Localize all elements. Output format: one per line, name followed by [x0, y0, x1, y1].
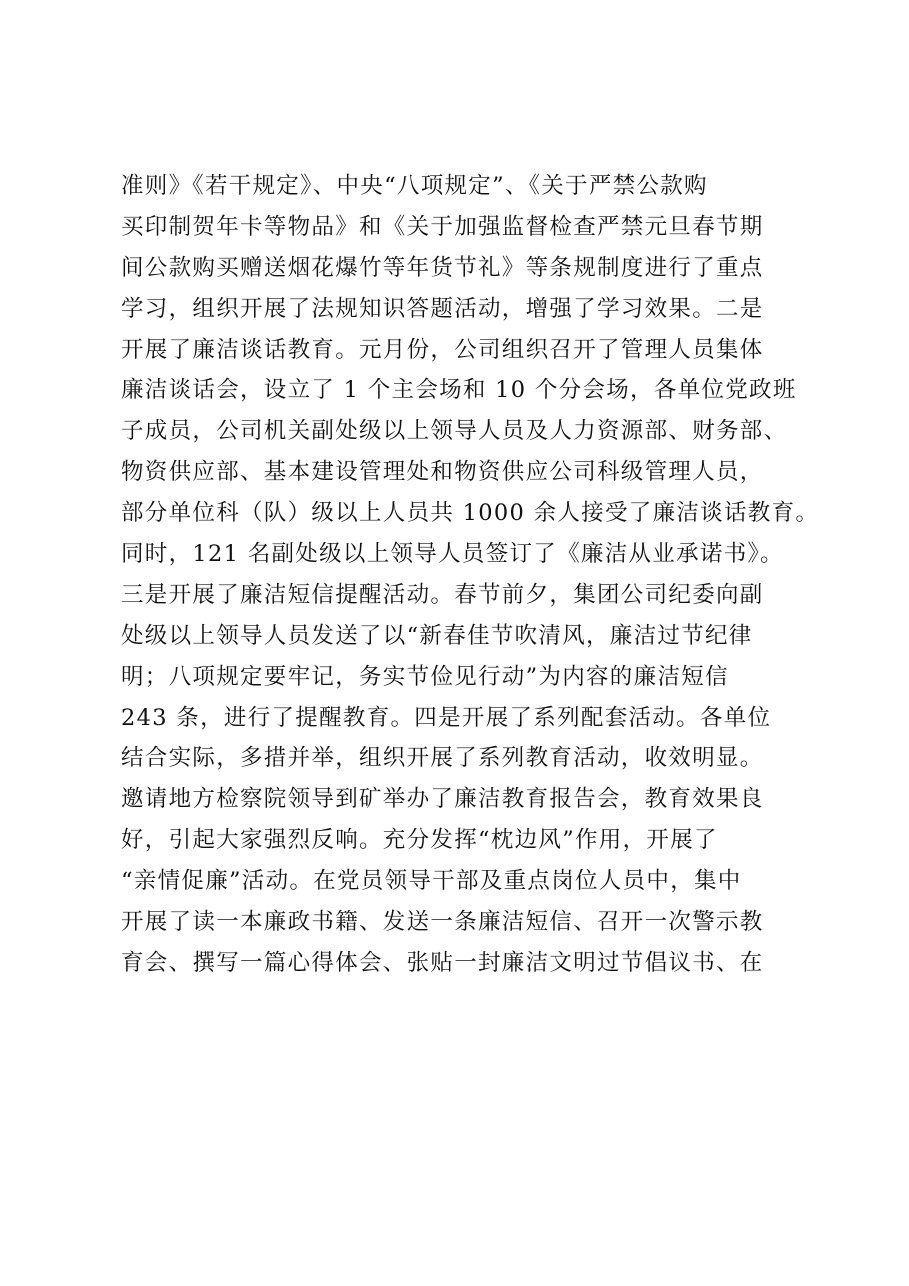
- text-line: 准则》《若干规定》、中央“八项规定”、《关于严禁公款购: [121, 173, 708, 199]
- text-line: 买印制贺年卡等物品》和《关于加强监督检查严禁元旦春节期: [121, 213, 764, 240]
- text-line: 育会、撰写一篇心得体会、张贴一封廉洁文明过节倡议书、在: [121, 949, 764, 976]
- text-line: 开展了读一本廉政书籍、发送一条廉洁短信、召开一次警示教: [121, 909, 764, 936]
- text-line: 243 条，进行了提醒教育。四是开展了系列配套活动。各单位: [121, 704, 772, 731]
- text-line: 处级以上领导人员发送了以“新春佳节吹清风，廉洁过节纪律: [121, 622, 753, 649]
- text-line: 廉洁谈话会，设立了 1 个主会场和 10 个分会场，各单位党政班: [121, 377, 797, 404]
- text-line: 开展了廉洁谈话教育。元月份，公司组织召开了管理人员集体: [121, 336, 764, 363]
- text-line: 学习，组织开展了法规知识答题活动，增强了学习效果。二是: [121, 295, 764, 322]
- text-line: 子成员，公司机关副处级以上领导人员及人力资源部、财务部、: [121, 418, 788, 445]
- text-line: 邀请地方检察院领导到矿举办了廉洁教育报告会，教育效果良: [121, 786, 764, 813]
- text-line: 间公款购买赠送烟花爆竹等年货节礼》等条规制度进行了重点: [121, 254, 764, 281]
- text-line: 好，引起大家强烈反响。充分发挥“枕边风”作用，开展了: [121, 827, 718, 854]
- text-line: 结合实际，多措并举，组织开展了系列教育活动，收效明显。: [121, 745, 764, 772]
- text-line: 物资供应部、基本建设管理处和物资供应公司科级管理人员，: [121, 459, 764, 486]
- text-line: 三是开展了廉洁短信提醒活动。春节前夕，集团公司纪委向副: [121, 581, 764, 608]
- body-text: [121, 166, 909, 984]
- text-line: 明；八项规定要牢记，务实节俭见行动”为内容的廉洁短信: [121, 663, 729, 690]
- text-line: 同时，121 名副处级以上领导人员签订了《廉洁从业承诺书》。: [121, 541, 784, 568]
- text-line: 部分单位科（队）级以上人员共 1000 余人接受了廉洁谈话教育。: [121, 500, 820, 527]
- text-line: “亲情促廉”活动。在党员领导干部及重点岗位人员中，集中: [121, 868, 742, 895]
